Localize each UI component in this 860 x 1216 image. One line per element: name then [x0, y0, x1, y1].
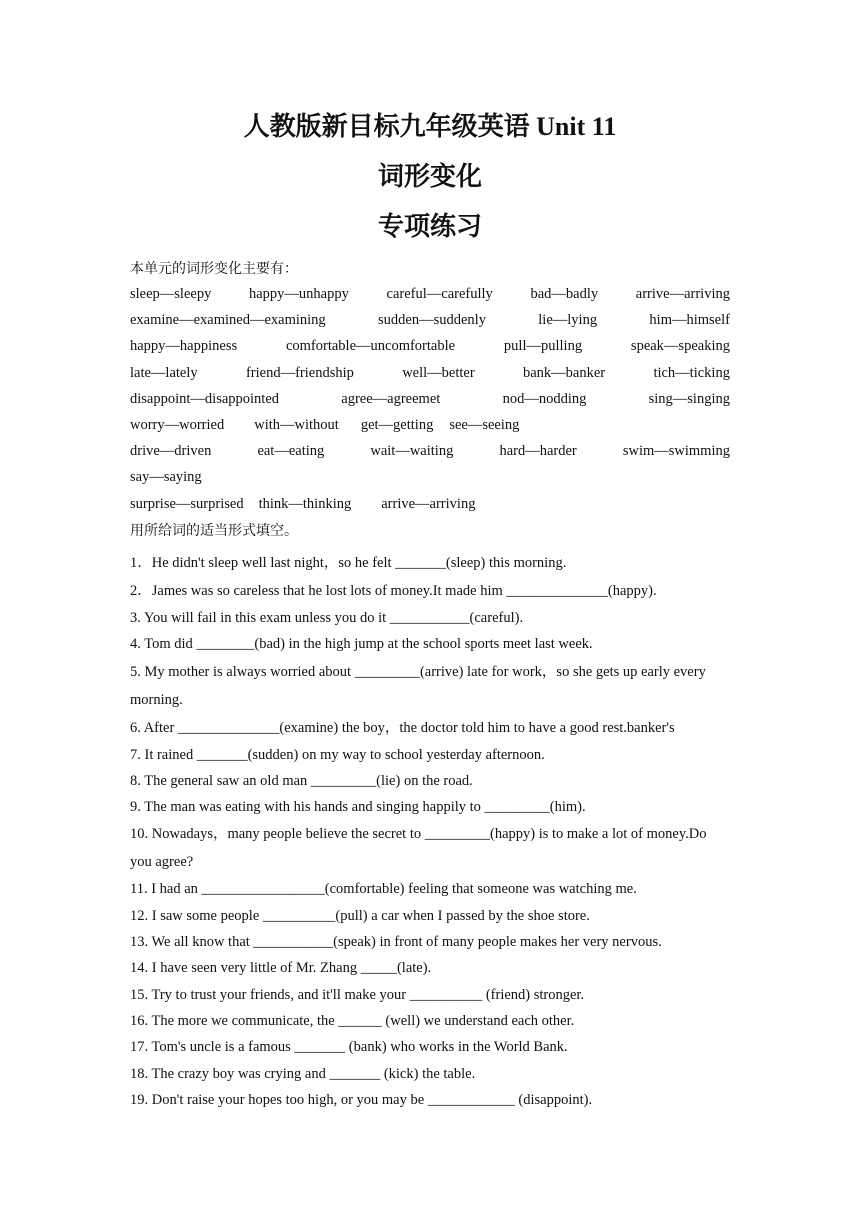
word-forms-list: [130, 284, 730, 520]
question-item: 6. After ______________(examine) the boy，the doctor told him to have a good rest.banker's: [130, 719, 675, 736]
word-row: [130, 494, 730, 520]
question-item: 19. Don't raise your hopes too high, or you may be ____________ (disappoint).: [130, 1091, 593, 1108]
word-pair: happy—happiness: [130, 338, 238, 355]
word-pair: comfortable—uncomfortable: [285, 338, 456, 355]
word-pair: friend—friendship: [245, 364, 354, 381]
question-item: 18. The crazy boy was crying and _______ (kick) the table.: [130, 1065, 476, 1082]
word-pair: swim—swimming: [622, 443, 730, 460]
word-pair: eat—eating: [257, 443, 325, 460]
document-subtitle: 词形变化: [377, 162, 482, 191]
question-item: 3. You will fail in this exam unless you do it ___________(careful).: [130, 610, 524, 626]
word-pair: bank—banker: [522, 364, 606, 381]
word-pair: happy—unhappy: [249, 286, 349, 302]
word-row: [130, 467, 730, 493]
word-pair: bad—badly: [530, 286, 599, 302]
word-pair: careful—carefully: [386, 286, 493, 302]
word-pair: say—saying: [130, 469, 202, 486]
word-pair: get—getting: [360, 416, 434, 433]
question-item: 16. The more we communicate, the ______ (well) we understand each other.: [130, 1012, 575, 1029]
word-pair: disappoint—disappointed: [130, 390, 280, 407]
word-pair: with—without: [254, 416, 339, 433]
word-pair: sleep—sleepy: [130, 286, 212, 302]
word-row: [130, 415, 730, 441]
word-pair: think—thinking: [258, 495, 352, 512]
word-pair: pull—pulling: [503, 338, 583, 355]
word-pair: agree—agreemet: [341, 390, 441, 407]
question-item: 2．James was so careless that he lost lots of money.It made him ______________(happy).: [130, 583, 657, 599]
word-pair: see—seeing: [449, 416, 520, 433]
word-pair: nod—nodding: [502, 390, 587, 407]
instruction-text: 用所给词的适当形式填空。: [130, 524, 298, 539]
question-list: [130, 549, 730, 1113]
word-pair: surprise—surprised: [130, 495, 244, 512]
intro-text: 本单元的词形变化主要有：: [130, 262, 298, 277]
word-pair: late—lately: [130, 364, 198, 381]
document-subtitle-2: 专项练习: [377, 212, 482, 241]
question-item: 15. Try to trust your friends, and it'll make your __________ (friend) stronger.: [130, 986, 585, 1003]
word-row: [130, 310, 730, 336]
question-item: 8. The general saw an old man _________(lie) on the road.: [130, 772, 473, 789]
question-item: 9. The man was eating with his hands and singing happily to _________(him).: [130, 799, 586, 816]
question-item: 5. My mother is always worried about _________(arrive) late for work，so she gets up early every morning.: [130, 663, 706, 708]
question-item: 1．He didn't sleep well last night，so he felt _______(sleep) this morning.: [130, 555, 567, 571]
question-item: 11. I had an _________________(comfortable) feeling that someone was watching me.: [130, 881, 637, 898]
word-row: [130, 336, 730, 362]
word-pair: sing—singing: [648, 390, 730, 407]
word-pair: arrive—arriving: [381, 495, 476, 512]
question-item: 10. Nowadays，many people believe the secret to _________(happy) is to make a lot of money.Do you agree?: [130, 826, 707, 871]
word-row: [130, 389, 730, 415]
word-row: [130, 284, 730, 310]
question-item: 14. I have seen very little of Mr. Zhang _____(late).: [130, 960, 432, 977]
word-pair: arrive—arriving: [635, 286, 730, 302]
word-pair: worry—worried: [130, 416, 225, 433]
word-pair: hard—harder: [499, 443, 577, 460]
document-title: 人教版新目标九年级英语 Unit 11: [243, 112, 617, 141]
word-pair: speak—speaking: [630, 338, 730, 355]
question-item: 12. I saw some people __________(pull) a car when I passed by the shoe store.: [130, 907, 590, 924]
word-pair: lie—lying: [538, 312, 598, 329]
word-pair: drive—driven: [130, 443, 212, 460]
word-pair: tich—ticking: [653, 364, 730, 381]
word-pair: sudden—suddenly: [378, 312, 486, 329]
word-pair: him—himself: [649, 312, 730, 329]
word-pair: well—better: [402, 364, 475, 381]
question-item: 13. We all know that ___________(speak) in front of many people makes her very nervous.: [130, 934, 662, 951]
question-item: 7. It rained _______(sudden) on my way to school yesterday afternoon.: [130, 746, 545, 763]
word-row: [130, 441, 730, 467]
question-item: 17. Tom's uncle is a famous _______ (bank) who works in the World Bank.: [130, 1039, 568, 1056]
word-pair: examine—examined—examining: [130, 312, 326, 329]
word-row: [130, 363, 730, 389]
question-item: 4. Tom did ________(bad) in the high jump at the school sports meet last week.: [130, 636, 593, 653]
word-pair: wait—waiting: [370, 443, 454, 460]
